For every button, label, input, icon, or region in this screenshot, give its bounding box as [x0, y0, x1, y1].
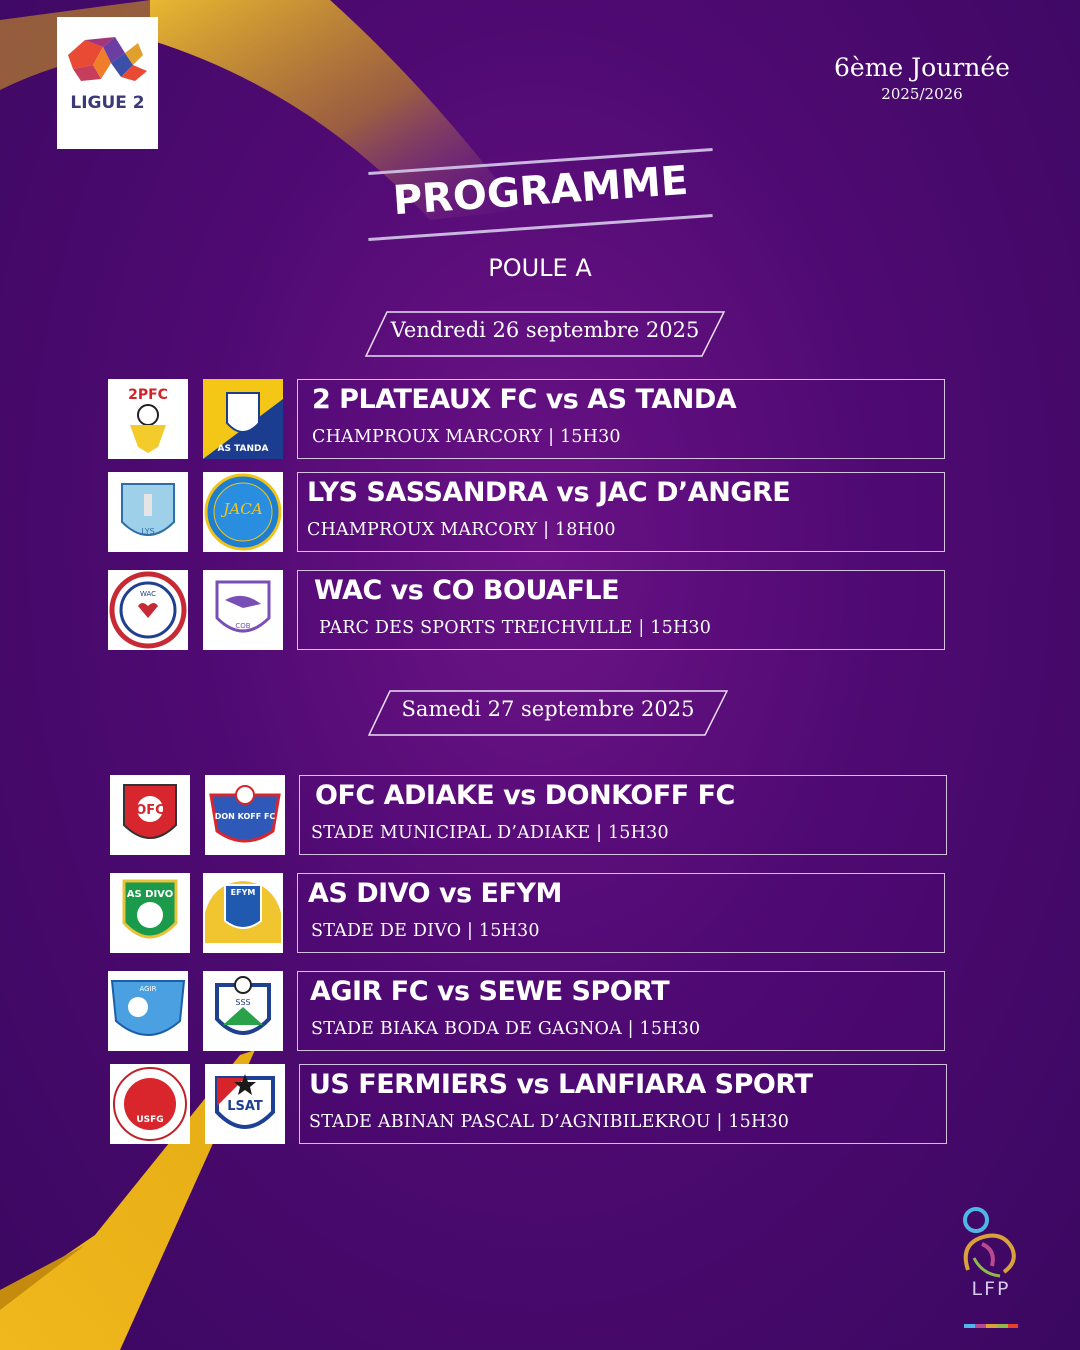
home-team-badge	[108, 570, 188, 650]
home-team-badge	[108, 971, 188, 1051]
date-tag	[365, 311, 725, 357]
matchday-block	[832, 52, 1012, 104]
svg-text:DON KOFF FC: DON KOFF FC	[214, 812, 276, 821]
lion-emblem-icon	[63, 35, 153, 91]
match-teams: WAC vs CO BOUAFLE	[314, 575, 620, 606]
league-name: LIGUE 2	[70, 93, 145, 113]
match-info-panel	[297, 379, 945, 459]
home-team-badge	[110, 775, 190, 855]
match-teams: AGIR FC vs SEWE SPORT	[310, 976, 670, 1007]
match-teams: LYS SASSANDRA vs JAC D’ANGRE	[307, 477, 791, 508]
svg-text:AGIR: AGIR	[139, 985, 157, 993]
svg-text:EFYM: EFYM	[230, 888, 256, 897]
svg-text:LYS: LYS	[141, 527, 155, 536]
away-team-badge	[203, 570, 283, 650]
away-team-badge	[205, 775, 285, 855]
svg-text:JACA: JACA	[223, 500, 263, 518]
page-title: PROGRAMME	[391, 157, 690, 225]
svg-text:SSS: SSS	[235, 998, 251, 1007]
match-date: Vendredi 26 septembre 2025	[390, 318, 700, 342]
lfp-logo	[952, 1200, 1030, 1335]
match-venue-time: CHAMPROUX MARCORY | 15H30	[312, 427, 621, 447]
match-info-panel	[299, 1064, 947, 1144]
match-info-panel	[297, 873, 945, 953]
match-info-panel	[297, 971, 945, 1051]
svg-text:COB: COB	[235, 622, 251, 630]
match-venue-time: STADE ABINAN PASCAL D’AGNIBILEKROU | 15H30	[309, 1112, 790, 1132]
pool-label: POULE A	[488, 254, 592, 282]
lfp-wordmark: LFP	[971, 1278, 1011, 1300]
matchday-label: 6ème Journée	[834, 53, 1010, 82]
match-teams: OFC ADIAKE vs DONKOFF FC	[315, 780, 735, 811]
away-team-badge	[203, 873, 283, 953]
match-date: Samedi 27 septembre 2025	[401, 697, 695, 721]
match-teams: US FERMIERS vs LANFIARA SPORT	[309, 1069, 813, 1100]
lfp-color-bar-icon	[964, 1324, 1018, 1328]
home-team-badge	[110, 873, 190, 953]
lfp-emblem-icon	[952, 1200, 1030, 1280]
svg-text:2PFC: 2PFC	[128, 387, 168, 403]
match-teams: AS DIVO vs EFYM	[308, 878, 562, 909]
match-venue-time: STADE MUNICIPAL D’ADIAKE | 15H30	[311, 823, 669, 843]
home-team-badge	[108, 379, 188, 459]
svg-text:USFG: USFG	[136, 1115, 164, 1125]
match-venue-time: CHAMPROUX MARCORY | 18H00	[307, 520, 616, 540]
date-tag	[368, 690, 728, 736]
match-venue-time: STADE BIAKA BODA DE GAGNOA | 15H30	[311, 1019, 701, 1039]
match-venue-time: PARC DES SPORTS TREICHVILLE | 15H30	[319, 618, 712, 638]
svg-text:WAC: WAC	[139, 590, 157, 598]
match-info-panel	[297, 570, 945, 650]
svg-text:AS TANDA: AS TANDA	[217, 444, 269, 454]
match-info-panel	[297, 472, 945, 552]
programme-title-block	[368, 150, 713, 240]
match-info-panel	[299, 775, 947, 855]
season-label: 2025/2026	[881, 85, 963, 103]
away-team-badge	[203, 472, 283, 552]
match-venue-time: STADE DE DIVO | 15H30	[311, 921, 540, 941]
svg-text:AS DIVO: AS DIVO	[126, 889, 174, 900]
away-team-badge	[203, 379, 283, 459]
home-team-badge	[110, 1064, 190, 1144]
match-teams: 2 PLATEAUX FC vs AS TANDA	[312, 384, 737, 415]
home-team-badge	[108, 472, 188, 552]
svg-text:LSAT: LSAT	[227, 1099, 263, 1114]
away-team-badge	[205, 1064, 285, 1144]
ligue-2-logo	[57, 17, 158, 149]
away-team-badge	[203, 971, 283, 1051]
svg-text:OFC: OFC	[135, 803, 165, 818]
